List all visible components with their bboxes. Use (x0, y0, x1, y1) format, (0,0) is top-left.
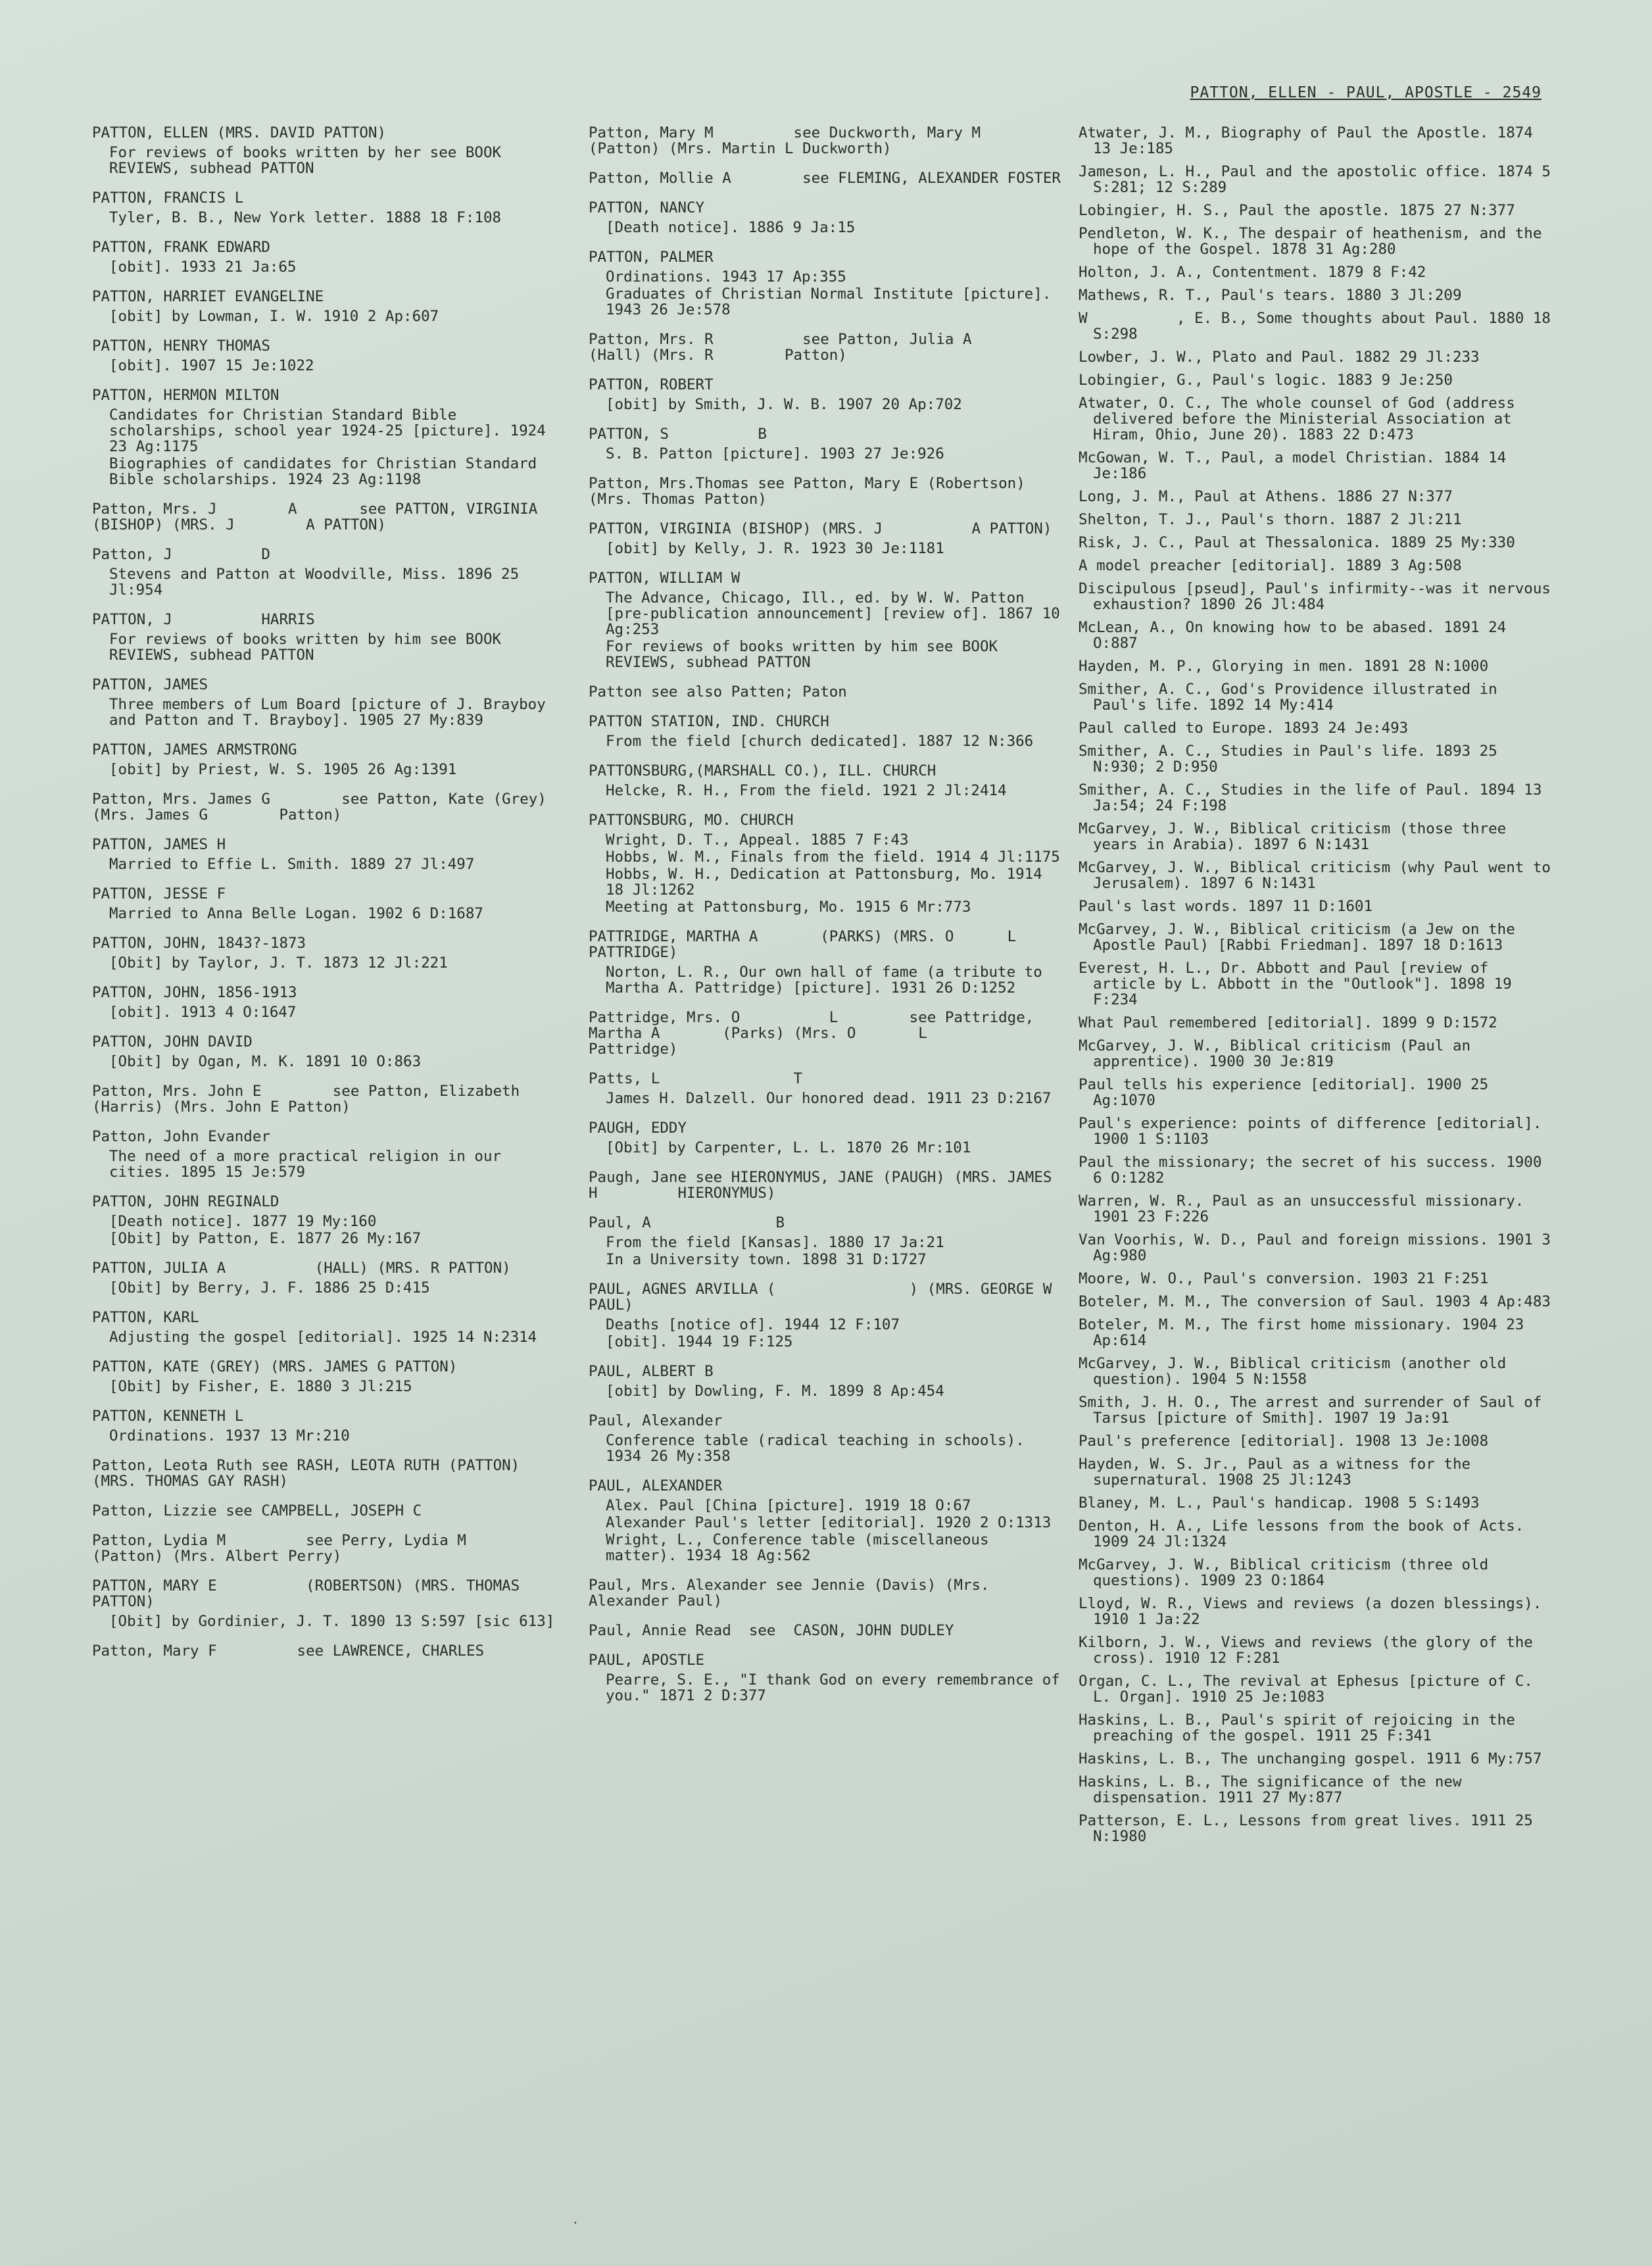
entry-heading: PATTON, JOHN DAVID (92, 1033, 253, 1050)
entry-heading: PATTON, PALMER (589, 249, 714, 266)
index-entry (92, 791, 572, 823)
entry-citation: Smither, A. C., Studies in Paul's life. 1893 25 N:930; 2 D:950 (1079, 743, 1507, 776)
index-entry (92, 742, 572, 777)
index-entry (589, 1010, 1069, 1057)
entry-citation: Smither, A. C., God's Providence illustrated in Paul's life. 1892 14 My:414 (1079, 681, 1507, 714)
entry-citation: Pendleton, W. K., The despair of heathenism, and the hope of the Gospel. 1878 31 Ag:280 (1079, 225, 1551, 258)
entry-heading: Paul, A B (589, 1214, 785, 1231)
entry-heading: Patton, Lizzie see CAMPBELL, JOSEPH C (92, 1502, 422, 1519)
index-entry (589, 1577, 1069, 1609)
entry-citation: Lobingier, H. S., Paul the apostle. 1875 27 N:377 (1079, 202, 1515, 219)
entry-heading: Patton, Mary M see Duckworth, Mary M (Patton) (Mrs. Martin L Duckworth) (589, 124, 1061, 157)
entry-citation: Denton, H. A., Life lessons from the book of Acts. 1909 24 Jl:1324 (1079, 1517, 1533, 1550)
index-column-1 (92, 125, 572, 1673)
index-entry (589, 170, 1069, 186)
index-entry (589, 714, 1069, 749)
entry-citation: McGarvey, J. W., Biblical criticism (those three years in Arabia). 1897 6 N:1431 (1079, 820, 1515, 853)
entry-citation: Lobingier, G., Paul's logic. 1883 9 Je:250 (1079, 372, 1453, 389)
entry-citation: Hayden, M. P., Glorying in men. 1891 28 N:1000 (1079, 658, 1489, 675)
index-entry (589, 763, 1069, 799)
index-entry (589, 570, 1069, 670)
index-entry (589, 200, 1069, 235)
entry-citation: Norton, L. R., Our own hall of fame (a tribute to Martha A. Pattridge) [picture]. 1931 26 D:1252 (606, 964, 1052, 997)
entry-citation: Helcke, R. H., From the field. 1921 2 Jl:2414 (606, 782, 1007, 799)
entry-heading: PATTON, FRANCIS L (92, 189, 244, 207)
entry-citation: Stevens and Patton at Woodville, Miss. 1896 25 Jl:954 (109, 566, 528, 599)
entry-citation: Organ, C. L., The revival at Ephesus [picture of C. L. Organ]. 1910 25 Je:1083 (1079, 1673, 1542, 1706)
entry-heading: PATTONSBURG, MO. CHURCH (589, 812, 794, 829)
index-entry (589, 1071, 1069, 1106)
entry-heading: PATTON, VIRGINIA (BISHOP) (MRS. J A PATTON) (589, 520, 1052, 537)
index-entry (92, 1194, 572, 1246)
entry-citation: James H. Dalzell. Our honored dead. 1911 23 D:2167 (606, 1090, 1052, 1107)
index-entry (589, 1215, 1069, 1268)
entry-citation: [obit] by Lowman, I. W. 1910 2 Ap:607 (109, 308, 439, 325)
entry-citation: McGowan, W. T., Paul, a model Christian. 1884 14 Je:186 (1079, 449, 1515, 482)
entry-citation: McGarvey, J. W., Biblical criticism (a Jew on the Apostle Paul) [Rabbi Friedman]. 1897 18 D:1613 (1079, 921, 1524, 954)
entry-heading: Patton, Mrs. J A see PATTON, VIRGINIA (BISHOP) (MRS. J A PATTON) (92, 501, 547, 533)
entry-citation: From the field [church dedicated]. 1887 12 N:366 (606, 733, 1034, 750)
entry-heading: PATTONSBURG,(MARSHALL CO.), ILL. CHURCH (589, 762, 936, 779)
entry-citation: Paul the missionary; the secret of his success. 1900 6 O:1282 (1079, 1154, 1551, 1187)
entry-citation: The Advance, Chicago, Ill., ed. by W. W. Patton [pre-publication announcement] [review of]. 1867 10 Ag:253 (606, 589, 1069, 638)
entry-heading: PATTON, KENNETH L (92, 1408, 244, 1425)
index-entry (589, 684, 1069, 700)
index-entry (589, 1281, 1132, 1350)
index-entry (92, 1503, 572, 1519)
entry-citation: [Obit] by Fisher, E. 1880 3 Jl:215 (109, 1378, 412, 1395)
index-entry (589, 332, 1069, 363)
entry-citation: Hayden, W. S. Jr., Paul as a witness for the supernatural. 1908 25 Jl:1243 (1079, 1456, 1480, 1489)
entry-citation: [obit]. 1933 21 Ja:65 (109, 259, 297, 276)
entry-citation: W , E. B., Some thoughts about Paul. 1880 18 S:298 (1079, 310, 1560, 343)
entry-citation: Hobbs, W. M., Finals from the field. 1914 4 Jl:1175 (606, 849, 1060, 866)
entry-heading: Paul, Alexander (589, 1412, 723, 1429)
entry-citation: [obit] by Smith, J. W. B. 1907 20 Ap:702 (606, 396, 962, 413)
entry-citation: The need of a more practical religion in our cities. 1895 15 Je:579 (109, 1148, 510, 1181)
entry-heading: PATTON, FRANK EDWARD (92, 239, 270, 256)
entry-heading: PATTON, ROBERT (589, 376, 714, 393)
entry-heading: PATTON, JAMES ARMSTRONG (92, 741, 297, 758)
entry-citation: Graduates of Christian Normal Institute [picture]. 1943 26 Je:578 (606, 285, 1060, 318)
entry-citation: [Death notice]. 1886 9 Ja:15 (606, 219, 856, 236)
running-head: PATTON, ELLEN - PAUL, APOSTLE - 2549 (1190, 84, 1542, 101)
entry-heading: Patton, Mrs. R see Patton, Julia A (Hall) (Mrs. R Patton) (589, 331, 1061, 364)
index-entry (589, 1170, 1069, 1201)
entry-citation: [Death notice]. 1877 19 My:160 (109, 1213, 377, 1230)
entry-citation: Warren, W. R., Paul as an unsuccessful missionary. 1901 23 F:226 (1079, 1193, 1533, 1225)
entry-citation: Paul tells his experience [editorial]. 1900 25 Ag:1070 (1079, 1076, 1497, 1109)
index-entry (589, 1364, 1069, 1399)
index-entry (589, 125, 1069, 157)
entry-heading: PATTON, JULIA A (HALL) (MRS. R PATTON) (92, 1260, 511, 1277)
entry-citation: Hobbs, W. H., Dedication at Pattonsburg, Mo. 1914 18 Jl:1262 (606, 866, 1052, 899)
entry-citation: Tyler, B. B., New York letter. 1888 18 F:108 (109, 209, 502, 226)
entry-heading: PAUGH, EDDY (589, 1120, 687, 1137)
entry-heading: Patton, Lydia M see Perry, Lydia M (Patton) (Mrs. Albert Perry) (92, 1532, 556, 1565)
entry-heading: PATTON, KATE (GREY) (MRS. JAMES G PATTON) (92, 1358, 458, 1375)
entry-citation: Paul's last words. 1897 11 D:1601 (1079, 898, 1373, 915)
index-entry (589, 521, 1069, 556)
entry-heading: PATTON STATION, IND. CHURCH (589, 713, 829, 730)
entry-heading: PATTON, JAMES (92, 676, 208, 693)
entry-citation: Ordinations. 1937 13 Mr:210 (109, 1427, 350, 1444)
entry-citation: [Obit] by Berry, J. F. 1886 25 D:415 (109, 1279, 430, 1296)
entry-heading: PATTON, MARY E (ROBERTSON) (MRS. THOMAS PATTON) (92, 1577, 529, 1610)
entry-citation: Patterson, E. L., Lessons from great lives. 1911 25 N:1980 (1079, 1812, 1542, 1845)
index-entry (92, 338, 572, 374)
entry-citation: Holton, J. A., Contentment. 1879 8 F:42 (1079, 264, 1426, 281)
entry-citation: Married to Anna Belle Logan. 1902 6 D:1687 (109, 905, 483, 922)
entry-citation: Smith, J. H. O., The arrest and surrender of Saul of Tarsus [picture of Smith]. 1907 19 Ja:91 (1079, 1394, 1551, 1427)
index-entry (92, 1408, 572, 1444)
entry-citation: What Paul remembered [editorial]. 1899 9 D:1572 (1079, 1014, 1497, 1031)
entry-citation: Paul's preference [editorial]. 1908 13 Je:1008 (1079, 1433, 1489, 1450)
index-column-2 (589, 124, 1132, 1717)
entry-heading: Patton see also Patten; Paton (589, 683, 847, 701)
entry-citation: Atwater, J. M., Biography of Paul the Apostle. 1874 13 Je:185 (1079, 124, 1542, 157)
entry-citation: Haskins, L. B., The unchanging gospel. 1911 6 My:757 (1079, 1750, 1542, 1767)
index-column-3 (1079, 125, 1559, 1852)
index-entry (589, 1623, 1069, 1638)
entry-citation: Wright, L., Conference table (miscellaneous matter). 1934 18 Ag:562 (606, 1531, 998, 1564)
index-entry (589, 1478, 1069, 1564)
entry-citation: Mathews, R. T., Paul's tears. 1880 3 Jl:209 (1079, 287, 1462, 304)
entry-heading: Patton, Mrs. James G see Patton, Kate (Grey) (Mrs. James G Patton) (92, 791, 556, 824)
entry-heading: PATTON, JOHN, 1843?-1873 (92, 935, 306, 952)
index-entry (92, 1643, 572, 1659)
index-entry (92, 985, 572, 1020)
entry-heading: Patton, J D (92, 546, 270, 563)
entry-citation: Three members of Lum Board [picture of J. Brayboy and Patton and T. Brayboy]. 1905 27 My:839 (109, 696, 555, 729)
entry-citation: From the field [Kansas]. 1880 17 Ja:21 (606, 1234, 944, 1251)
index-entry (92, 1034, 572, 1070)
entry-citation: A model preacher [editorial]. 1889 3 Ag:508 (1079, 557, 1462, 574)
entry-citation: Married to Effie L. Smith. 1889 27 Jl:497 (109, 856, 475, 873)
entry-heading: Paul, Annie Read see CASON, JOHN DUDLEY (589, 1622, 954, 1639)
entry-citation: Conference table (radical teaching in schools). 1934 26 My:358 (606, 1432, 1034, 1465)
entry-citation: [Obit] by Patton, E. 1877 26 My:167 (109, 1230, 422, 1247)
entry-heading: PATTON, WILLIAM W (589, 570, 741, 587)
index-entry (92, 837, 572, 872)
index-entry (589, 377, 1069, 412)
entry-citation: Discipulous [pseud], Paul's infirmity--was it nervous exhaustion? 1890 26 Jl:484 (1079, 580, 1560, 613)
index-entry (92, 1533, 572, 1564)
entry-heading: PATTON, J HARRIS (92, 611, 315, 628)
entry-citation: Long, J. M., Paul at Athens. 1886 27 N:377 (1079, 488, 1453, 505)
entry-heading: PAUL, APOSTLE (589, 1652, 705, 1669)
entry-citation: Risk, J. C., Paul at Thessalonica. 1889 25 My:330 (1079, 534, 1515, 551)
entry-heading: Pattridge, Mrs. O L see Pattridge, Martha A (Parks) (Mrs. O L Pattridge) (589, 1009, 1043, 1058)
entry-citation: Boteler, M. M., The conversion of Saul. 1903 4 Ap:483 (1079, 1293, 1551, 1310)
footer-mark: · (572, 2217, 579, 2229)
entry-citation: [Obit] by Ogan, M. K. 1891 10 O:863 (109, 1053, 422, 1070)
index-entry (92, 1578, 572, 1629)
entry-heading: PATTON, NANCY (589, 199, 705, 216)
entry-heading: PATTON, JOHN REGINALD (92, 1193, 279, 1210)
index-entry (589, 1413, 1069, 1464)
entry-heading: PATTON, JOHN, 1856-1913 (92, 984, 297, 1001)
index-entry (92, 1310, 572, 1345)
entry-heading: PATTON, JESSE F (92, 885, 226, 902)
entry-citation: Boteler, M. M., The first home missionary. 1904 23 Ap:614 (1079, 1316, 1533, 1349)
entry-citation: Wright, D. T., Appeal. 1885 7 F:43 (606, 831, 909, 849)
entry-citation: [obit]. 1913 4 O:1647 (109, 1004, 297, 1021)
index-entry (92, 125, 572, 176)
index-entry (589, 1652, 1069, 1704)
entry-heading: Patton, Mrs. John E see Patton, Elizabeth (Harris) (Mrs. John E Patton) (92, 1083, 529, 1116)
entry-citation: S. B. Patton [picture]. 1903 27 Je:926 (606, 445, 944, 462)
entry-citation: [obit] by Dowling, F. M. 1899 8 Ap:454 (606, 1383, 944, 1400)
entry-citation: Moore, W. O., Paul's conversion. 1903 21 F:251 (1079, 1270, 1489, 1287)
index-entry (589, 426, 1069, 462)
index-entry (92, 190, 572, 226)
index-entry (92, 1129, 572, 1180)
entry-heading: PAUL, ALEXANDER (589, 1477, 723, 1494)
entry-heading: Patton, Mary F see LAWRENCE, CHARLES (92, 1642, 485, 1660)
entry-citation: [obit] by Priest, W. S. 1905 26 Ag:1391 (109, 761, 457, 778)
entry-heading: PATTON, HARRIET EVANGELINE (92, 288, 324, 305)
entry-citation: Pearre, S. E., "I thank God on every remembrance of you." 1871 2 D:377 (606, 1671, 1069, 1704)
entry-heading: PATTON, HERMON MILTON (92, 387, 279, 404)
entry-heading: PATTON, ELLEN (MRS. DAVID PATTON) (92, 124, 387, 141)
index-entry (92, 547, 572, 598)
entry-citation: Jameson, L. H., Paul and the apostolic office. 1874 5 S:281; 12 S:289 (1079, 163, 1560, 196)
entry-citation: Lloyd, W. R., Views and reviews (a dozen blessings). 1910 1 Ja:22 (1079, 1595, 1551, 1628)
entry-citation: Adjusting the gospel [editorial]. 1925 14 N:2314 (109, 1329, 537, 1346)
entry-citation: Paul called to Europe. 1893 24 Je:493 (1079, 720, 1409, 737)
index-entry (92, 1458, 572, 1489)
entry-heading: PATTON, S B (589, 426, 767, 443)
index-entry (92, 612, 572, 663)
entry-citation: McLean, A., On knowing how to be abased. 1891 24 O:887 (1079, 619, 1515, 652)
entry-heading: PAUL, ALBERT B (589, 1363, 714, 1380)
index-entry (92, 239, 572, 275)
entry-heading: Paul, Mrs. Alexander see Jennie (Davis) (Mrs. Alexander Paul) (589, 1577, 999, 1610)
index-entry (589, 812, 1069, 915)
entry-citation: Smither, A. C., Studies in the life of Paul. 1894 13 Ja:54; 24 F:198 (1079, 781, 1551, 814)
index-entry (92, 289, 572, 324)
entry-heading: Patts, L T (589, 1070, 803, 1087)
entry-citation: [Obit] by Taylor, J. T. 1873 12 Jl:221 (109, 954, 448, 972)
index-entry (589, 249, 1069, 318)
entry-citation: Paul's experience: points of difference [editorial]. 1900 1 S:1103 (1079, 1115, 1551, 1148)
entry-heading: PATTON, JAMES H (92, 836, 226, 853)
entry-citation: Alex. Paul [China [picture]. 1919 18 O:67 (606, 1497, 971, 1514)
entry-heading: Patton, Mrs.Thomas see Patton, Mary E (Robertson) (Mrs. Thomas Patton) (589, 475, 1034, 508)
index-entry (92, 1083, 572, 1115)
entry-heading: Patton, Leota Ruth see RASH, LEOTA RUTH (PATTON) (MRS. THOMAS GAY RASH) (92, 1457, 529, 1490)
entry-citation: Everest, H. L., Dr. Abbott and Paul [review of article by L. Abbott in the "Outlook"]. 1898 19 F:234 (1079, 960, 1521, 1008)
entry-citation: For reviews of books written by her see BOOK REVIEWS, subhead PATTON (109, 144, 510, 177)
entry-citation: Alexander Paul's letter [editorial]. 1920 2 O:1313 (606, 1514, 1052, 1531)
entry-citation: Haskins, L. B., Paul's spirit of rejoicing in the preaching of the gospel. 1911 25 F:341 (1079, 1712, 1524, 1744)
entry-citation: McGarvey, J. W., Biblical criticism (Paul an apprentice). 1900 30 Je:819 (1079, 1037, 1480, 1070)
entry-citation: McGarvey, J. W., Biblical criticism (another old question). 1904 5 N:1558 (1079, 1355, 1515, 1388)
entry-heading: PATTRIDGE, MARTHA A (PARKS) (MRS. O L PATTRIDGE) (589, 928, 1097, 961)
entry-citation: [obit]. 1944 19 F:125 (606, 1333, 793, 1350)
entry-citation: For reviews of books written by him see BOOK REVIEWS, subhead PATTON (109, 631, 510, 664)
entry-citation: Deaths [notice of]. 1944 12 F:107 (606, 1316, 900, 1333)
entry-citation: Shelton, T. J., Paul's thorn. 1887 2 Jl:211 (1079, 511, 1462, 528)
entry-heading: PATTON, HENRY THOMAS (92, 337, 270, 355)
index-entry (589, 476, 1069, 507)
index-entry (92, 1359, 572, 1394)
entry-citation: [obit]. 1907 15 Je:1022 (109, 357, 314, 374)
entry-citation: Lowber, J. W., Plato and Paul. 1882 29 Jl:233 (1079, 349, 1480, 366)
index-entry (92, 1260, 572, 1296)
entry-citation: For reviews of books written by him see BOOK REVIEWS, subhead PATTON (606, 638, 1007, 671)
index-entry (589, 928, 1097, 997)
index-entry (92, 886, 572, 922)
entry-citation: McGarvey, J. W., Biblical criticism (why Paul went to Jerusalem). 1897 6 N:1431 (1079, 859, 1560, 892)
entry-citation: Candidates for Christian Standard Bible scholarships, school year 1924-25 [picture]. 1924 23 Ag:1175 (109, 406, 555, 455)
entry-citation: Atwater, O. C., The whole counsel of God (address delivered before the Ministerial Association at Hiram, Ohio, June 20). 1883 22 D:473 (1079, 395, 1524, 443)
index-entry (92, 501, 572, 533)
entry-heading: PAUL, AGNES ARVILLA ( ) (MRS. GEORGE W PAUL) (589, 1281, 1132, 1314)
entry-citation: [Obit] by Gordinier, J. T. 1890 13 S:597 [sic 613] (109, 1613, 555, 1630)
entry-heading: PATTON, KARL (92, 1309, 199, 1326)
entry-citation: Kilborn, J. W., Views and reviews (the glory of the cross). 1910 12 F:281 (1079, 1634, 1542, 1667)
entry-citation: [obit] by Kelly, J. R. 1923 30 Je:1181 (606, 540, 944, 557)
entry-heading: Patton, John Evander (92, 1128, 270, 1145)
entry-citation: [Obit] by Carpenter, L. L. 1870 26 Mr:101 (606, 1139, 971, 1156)
entry-citation: Haskins, L. B., The significance of the new dispensation. 1911 27 My:877 (1079, 1773, 1471, 1806)
entry-citation: In a University town. 1898 31 D:1727 (606, 1251, 927, 1268)
entry-citation: Blaney, M. L., Paul's handicap. 1908 5 S:1493 (1079, 1494, 1480, 1512)
index-entry (92, 387, 572, 487)
index-entry (92, 677, 572, 728)
index-entry (589, 1120, 1069, 1156)
entry-citation: Van Voorhis, W. D., Paul and foreign missions. 1901 3 Ag:980 (1079, 1231, 1560, 1264)
entry-heading: Patton, Mollie A see FLEMING, ALEXANDER FOSTER (589, 170, 1061, 187)
entry-heading: Paugh, Jane see HIERONYMUS, JANE (PAUGH) (MRS. JAMES H HIERONYMUS) (589, 1169, 1061, 1202)
entry-citation: Biographies of candidates for Christian Standard Bible scholarships. 1924 23 Ag:1198 (109, 455, 546, 488)
entry-citation: Ordinations. 1943 17 Ap:355 (606, 268, 846, 285)
entry-citation: Meeting at Pattonsburg, Mo. 1915 6 Mr:773 (606, 899, 971, 916)
entry-citation: McGarvey, J. W., Biblical criticism (three old questions). 1909 23 O:1864 (1079, 1556, 1497, 1589)
index-entry (92, 935, 572, 971)
